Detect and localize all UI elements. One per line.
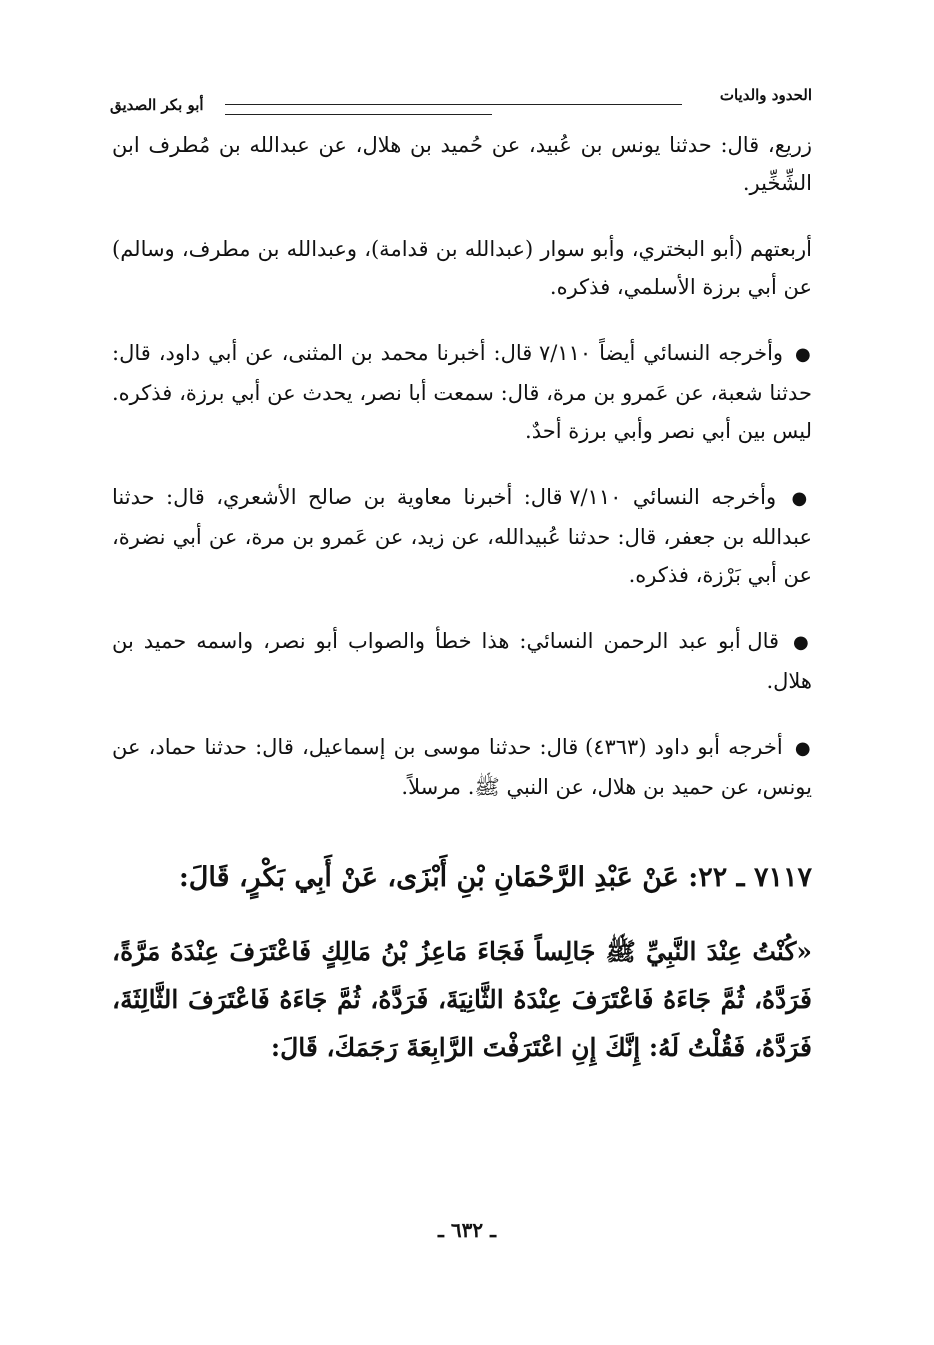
bullet-icon: ●	[795, 344, 812, 365]
paragraph-text: أربعتهم (أبو البختري، وأبو سوار (عبدالله بن قدامة)، وعبدالله بن مطرف، وسالم) عن أبي برزة الأسلمي، فذكره.	[112, 237, 812, 299]
author-title: أبو بكر الصديق	[110, 96, 204, 114]
paragraph-text: أخرجه أبو داود (٤٣٦٣) قال: حدثنا موسى بن إسماعيل، قال: حدثنا حماد، عن يونس، عن حميد بن هلال، عن النبي ﷺ. مرسلاً.	[112, 735, 812, 799]
hadith-text: «كُنْتُ عِنْدَ النَّبِيِّ ﷺ جَالِساً فَجَاءَ مَاعِزُ بْنُ مَالِكٍ فَاعْتَرَفَ عِنْدَهُ مَرَّةً، فَرَدَّهُ، ثُمَّ جَاءَهُ فَاعْتَرَفَ عِنْدَهُ الثَّانِيَةَ، فَرَدَّهُ، ثُمَّ جَاءَهُ فَاعْتَرَفَ الثَّالِثَةَ، فَرَدَّهُ، فَقُلْتُ لَهُ: إِنَّكَ إِنِ اعْتَرَفْتَ الرَّابِعَةَ رَجَمَكَ، قَالَ:	[112, 937, 812, 1062]
paragraph-6	[112, 728, 812, 806]
bullet-icon: ●	[793, 632, 812, 653]
paragraph-text: وأخرجه النسائي ٧/١١٠ قال: أخبرنا معاوية بن صالح الأشعري، قال: حدثنا عبدالله بن جعفر، قال: حدثنا عُبيدالله، عن زيد، عن عَمرو بن مرة، عن أبي نضرة، عن أبي بَرْزة، فذكره.	[112, 485, 812, 587]
page-number: ـ ٦٣٢ ـ	[438, 1218, 496, 1242]
paragraph-1	[112, 126, 812, 202]
bullet-icon: ●	[791, 488, 812, 509]
header-rule	[225, 104, 682, 105]
paragraph-text: وأخرجه النسائي أيضاً ٧/١١٠ قال: أخبرنا محمد بن المثنى، عن أبي داود، قال: حدثنا شعبة، عن عَمرو بن مرة، قال: سمعت أبا نصر، يحدث عن أبي برزة، فذكره. ليس بين أبي نصر وأبي برزة أحدٌ.	[112, 341, 812, 443]
header-rule-lower	[225, 114, 492, 115]
paragraph-3	[112, 334, 812, 450]
bullet-icon: ●	[794, 738, 812, 759]
running-header	[110, 82, 812, 122]
paragraph-4	[112, 478, 812, 594]
hadith-heading: ٧١١٧ ـ ٢٢: عَنْ عَبْدِ الرَّحْمَانِ بْنِ أَبْزَى، عَنْ أَبِي بَكْرٍ، قَالَ:	[178, 862, 812, 893]
paragraph-5	[112, 622, 812, 700]
page-content	[112, 126, 812, 1072]
paragraph-text: قال أبو عبد الرحمن النسائي: هذا خطأ والصواب أبو نصر، واسمه حميد بن هلال.	[112, 629, 812, 693]
paragraph-2	[112, 230, 812, 306]
chapter-title: الحدود والديات	[719, 86, 812, 104]
paragraph-text: زريع، قال: حدثنا يونس بن عُبيد، عن حُميد بن هلال، عن عبدالله بن مُطرف ابن الشِّخِّير.	[112, 133, 812, 195]
